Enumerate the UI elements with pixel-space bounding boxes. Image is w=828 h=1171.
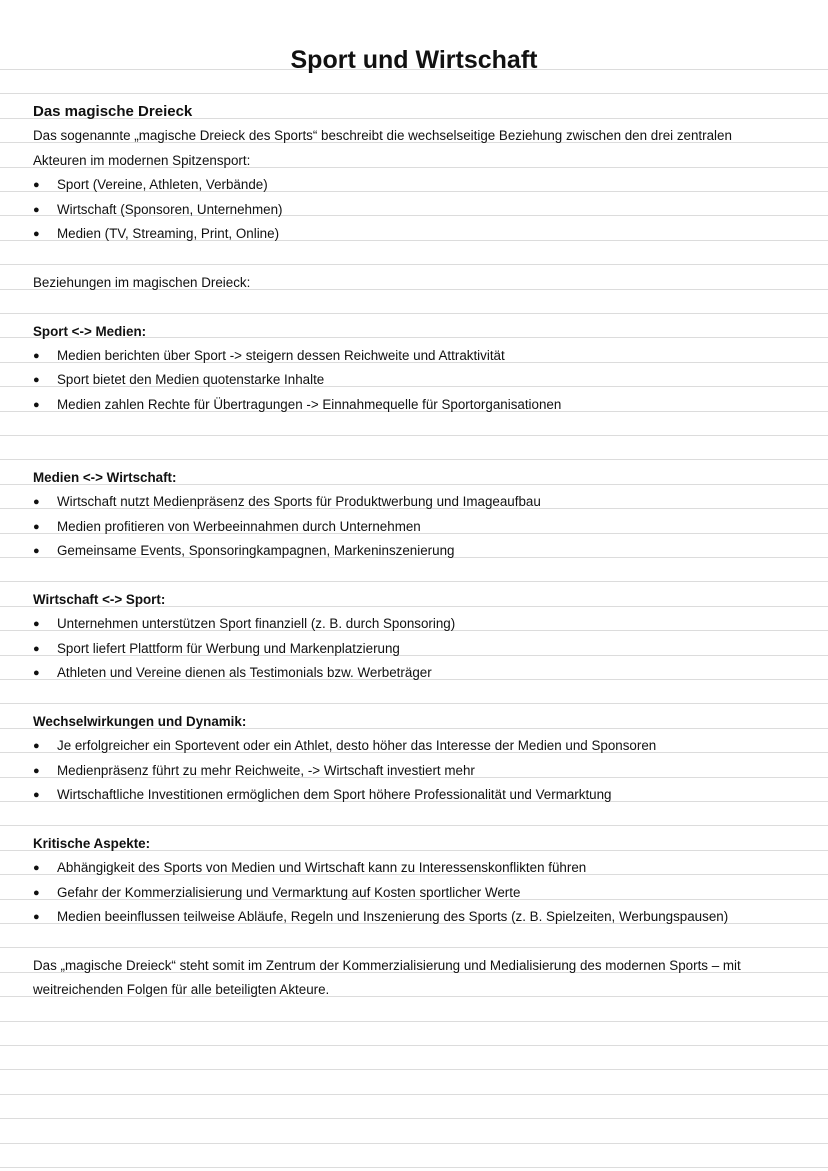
list-item-text: Wirtschaft nutzt Medienpräsenz des Sports für Produktwerbung und Imageaufbau (57, 494, 541, 510)
relations-label: Beziehungen im magischen Dreieck: (33, 274, 251, 290)
ruling-line (0, 1118, 828, 1119)
list-item (33, 490, 803, 514)
spacer (33, 685, 803, 709)
bullet-icon: ● (33, 910, 40, 923)
conclusion-line-1: Das „magische Dreieck“ steht somit im Zentrum der Kommerzialisierung und Medialisierung des modernen Sports – mit (33, 957, 741, 973)
intro-text-line-1: Das sogenannte „magische Dreieck des Sports“ beschreibt die wechselseitige Beziehung zwischen den drei zentralen (33, 128, 732, 144)
spacer (33, 417, 803, 441)
bullet-icon: ● (33, 666, 40, 679)
conclusion-line-2: weitreichenden Folgen für alle beteiligten Akteure. (33, 982, 330, 998)
list-item-text: Gefahr der Kommerzialisierung und Vermarktung auf Kosten sportlicher Werte (57, 884, 521, 900)
list-item (33, 612, 803, 636)
list-item-text: Sport liefert Plattform für Werbung und Markenplatzierung (57, 640, 400, 656)
bullet-icon: ● (33, 179, 40, 192)
list-item (33, 783, 803, 807)
bullet-icon: ● (33, 862, 40, 875)
spacer (33, 246, 803, 270)
list-item-text: Medienpräsenz führt zu mehr Reichweite, -> Wirtschaft investiert mehr (57, 762, 475, 778)
list-item-text: Je erfolgreicher ein Sportevent oder ein Athlet, desto höher das Interesse der Medien und Sponsoren (57, 738, 657, 754)
list-item (33, 759, 803, 783)
list-item (33, 198, 803, 222)
spacer (33, 563, 803, 587)
list-item (33, 344, 803, 368)
spacer (33, 807, 803, 831)
list-item-text: Sport (Vereine, Athleten, Verbände) (57, 177, 268, 193)
list-item (33, 881, 803, 905)
bullet-icon: ● (33, 349, 40, 362)
bullet-icon: ● (33, 227, 40, 240)
bullet-icon: ● (33, 886, 40, 899)
list-item-text: Medien zahlen Rechte für Übertragungen -> Einnahmequelle für Sportorganisationen (57, 396, 562, 412)
list-item (33, 393, 803, 417)
section-heading-wechselwirkungen: Wechselwirkungen und Dynamik: (33, 713, 247, 729)
ruling-line (0, 1143, 828, 1144)
list-item (33, 173, 803, 197)
list-item-text: Sport bietet den Medien quotenstarke Inhalte (57, 372, 325, 388)
bullet-icon: ● (33, 545, 40, 558)
section-heading-medien-wirtschaft: Medien <-> Wirtschaft: (33, 469, 177, 485)
list-item (33, 539, 803, 563)
list-item (33, 905, 803, 929)
ruling-line (0, 1045, 828, 1046)
section-heading-dreieck: Das magische Dreieck (33, 103, 193, 120)
list-item-text: Medien profitieren von Werbeeinnahmen durch Unternehmen (57, 518, 421, 534)
bullet-icon: ● (33, 374, 40, 387)
intro-text-line-2: Akteuren im modernen Spitzensport: (33, 152, 251, 168)
list-item-text: Medien berichten über Sport -> steigern dessen Reichweite und Attraktivität (57, 347, 505, 363)
ruling-line (0, 1069, 828, 1070)
spacer (33, 929, 803, 953)
list-item-text: Wirtschaft (Sponsoren, Unternehmen) (57, 201, 283, 217)
ruling-line (0, 1094, 828, 1095)
list-item-text: Athleten und Vereine dienen als Testimonials bzw. Werbeträger (57, 664, 432, 680)
bullet-icon: ● (33, 520, 40, 533)
list-item-text: Gemeinsame Events, Sponsoringkampagnen, Markeninszenierung (57, 543, 455, 559)
section-heading-sport-medien: Sport <-> Medien: (33, 323, 147, 339)
page-title: Sport und Wirtschaft (290, 46, 538, 74)
bullet-icon: ● (33, 642, 40, 655)
list-item (33, 661, 803, 685)
list-item-text: Medien beeinflussen teilweise Abläufe, Regeln und Inszenierung des Sports (z. B. Spielzeiten, Werbungspausen) (57, 908, 729, 924)
list-item (33, 368, 803, 392)
bullet-icon: ● (33, 618, 40, 631)
ruling-line (0, 93, 828, 94)
spacer (33, 295, 803, 319)
bullet-icon: ● (33, 398, 40, 411)
list-item-text: Medien (TV, Streaming, Print, Online) (57, 225, 280, 241)
bullet-icon: ● (33, 764, 40, 777)
list-item (33, 222, 803, 246)
bullet-icon: ● (33, 496, 40, 509)
list-item (33, 856, 803, 880)
list-item-text: Unternehmen unterstützen Sport finanziell (z. B. durch Sponsoring) (57, 616, 456, 632)
spacer (33, 441, 803, 465)
section-heading-wirtschaft-sport: Wirtschaft <-> Sport: (33, 591, 166, 607)
list-item (33, 515, 803, 539)
list-item-text: Wirtschaftliche Investitionen ermöglichen dem Sport höhere Professionalität und Vermarktung (57, 786, 612, 802)
list-item (33, 734, 803, 758)
list-item-text: Abhängigkeit des Sports von Medien und Wirtschaft kann zu Interessenskonflikten führen (57, 860, 587, 876)
bullet-icon: ● (33, 788, 40, 801)
section-heading-kritik: Kritische Aspekte: (33, 835, 151, 851)
list-item (33, 637, 803, 661)
bullet-icon: ● (33, 740, 40, 753)
bullet-icon: ● (33, 203, 40, 216)
ruling-line (0, 1167, 828, 1168)
ruling-line (0, 1021, 828, 1022)
document-body (33, 100, 803, 1002)
